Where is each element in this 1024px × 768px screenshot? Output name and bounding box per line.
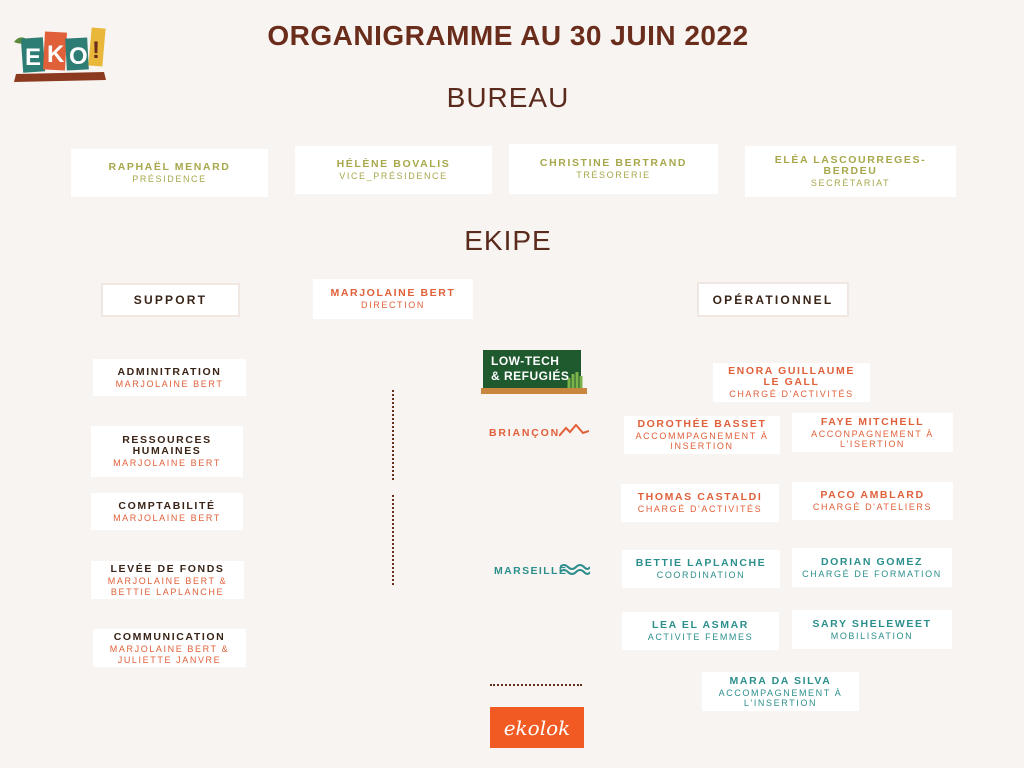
member-role: ACCOMPAGNEMENT À L'INSERTION xyxy=(718,687,843,708)
support-person: MARJOLAINE BERT xyxy=(113,512,221,523)
support-card xyxy=(91,493,243,530)
member-name: CHRISTINE BERTRAND xyxy=(539,157,688,169)
lowtech-line2: & REFUGIÉS xyxy=(491,369,570,383)
support-person-2: BETTIE LAPLANCHE xyxy=(110,586,225,597)
member-role: TRÉSORERIE xyxy=(576,170,651,180)
operational-card xyxy=(792,610,952,649)
ekolok-label: ekolok xyxy=(503,715,571,740)
member-name: PACO AMBLARD xyxy=(820,489,925,501)
briancon-logo xyxy=(489,423,591,439)
wave-icon xyxy=(560,563,590,575)
member-name: THOMAS CASTALDI xyxy=(637,491,763,503)
support-card xyxy=(93,629,246,667)
member-name: SARY SHELEWEET xyxy=(812,617,932,630)
dotted-divider xyxy=(392,390,394,480)
support-person: MARJOLAINE BERT & xyxy=(107,575,228,586)
support-heading: SUPPORT xyxy=(101,283,240,317)
support-function: RESSOURCES HUMAINES xyxy=(122,434,212,457)
ekipe-heading: EKIPE xyxy=(464,225,552,256)
member-name: FAYE MITCHELL xyxy=(820,415,925,428)
member-role: ACCOMMPAGNEMENT À INSERTION xyxy=(635,431,769,451)
member-name: RAPHAËL MENARD xyxy=(108,161,231,173)
support-person: MARJOLAINE BERT xyxy=(113,458,221,468)
member-name: MARA DA SILVA xyxy=(729,674,832,687)
dotted-divider xyxy=(490,684,582,686)
member-role: COORDINATION xyxy=(656,570,746,580)
member-role: VICE_PRÉSIDENCE xyxy=(339,171,448,181)
svg-text:E: E xyxy=(25,44,42,71)
operational-card xyxy=(792,548,952,587)
support-card xyxy=(91,426,243,477)
member-name: ELÉA LASCOURREGES-BERDEU xyxy=(774,154,927,177)
operational-card xyxy=(792,413,953,452)
operational-card xyxy=(713,363,870,402)
member-role: CHARGÉ D'ACTIVITÉS xyxy=(637,504,763,514)
bureau-card xyxy=(71,149,268,197)
direction-card xyxy=(313,279,473,319)
support-card xyxy=(93,359,246,396)
member-role: CHARGÉ D'ACTIVITÉS xyxy=(729,389,854,399)
lowtech-refugies-logo xyxy=(481,348,587,394)
member-role: SECRÉTARIAT xyxy=(810,178,891,188)
marseille-logo xyxy=(494,561,592,577)
dotted-divider xyxy=(392,495,394,585)
support-person-2: JULIETTE JANVRE xyxy=(117,654,222,665)
support-function: ADMINITRATION xyxy=(117,365,222,378)
member-role: MOBILISATION xyxy=(830,630,914,641)
support-person: MARJOLAINE BERT & xyxy=(109,643,230,654)
bureau-heading: BUREAU xyxy=(446,82,570,113)
member-name: HÉLÈNE BOVALIS xyxy=(336,158,451,170)
page-title: ORGANIGRAMME AU 30 JUIN 2022 xyxy=(267,20,749,51)
operational-heading: OPÉRATIONNEL xyxy=(697,282,849,317)
support-person: MARJOLAINE BERT xyxy=(115,378,224,389)
member-name: DORIAN GOMEZ xyxy=(820,555,924,568)
support-function: COMMUNICATION xyxy=(113,630,226,643)
svg-text:O: O xyxy=(69,43,88,70)
director-name: MARJOLAINE BERT xyxy=(330,287,456,299)
operational-card xyxy=(792,482,953,520)
member-name: LEA EL ASMAR xyxy=(652,619,749,631)
bureau-card xyxy=(509,144,718,194)
operational-card xyxy=(622,612,779,650)
bureau-card xyxy=(295,146,492,194)
operational-card xyxy=(622,550,780,588)
member-name: DOROTHÉE BASSET xyxy=(637,418,767,430)
member-name: BETTIE LAPLANCHE xyxy=(635,557,767,569)
briancon-label: BRIANÇON xyxy=(489,427,560,439)
svg-text:K: K xyxy=(47,41,65,68)
member-role: PRÉSIDENCE xyxy=(132,174,207,184)
support-function: LEVÉE DE FONDS xyxy=(110,562,225,575)
marseille-label: MARSEILLE xyxy=(494,565,568,577)
member-name: ENORA GUILLAUME LE GALL xyxy=(728,365,855,388)
director-role: DIRECTION xyxy=(361,300,425,310)
mountain-icon xyxy=(559,424,589,438)
ekolok-logo xyxy=(490,707,584,748)
member-role: ACTIVITE FEMMES xyxy=(647,632,754,642)
bureau-card xyxy=(745,146,956,197)
member-role: CHARGÉ DE FORMATION xyxy=(802,568,942,579)
svg-text:!: ! xyxy=(92,37,100,64)
operational-card xyxy=(621,484,779,522)
member-role: ACCONPAGNEMENT À L'ISERTION xyxy=(811,428,934,449)
member-role: CHARGÉ D'ATELIERS xyxy=(812,502,933,512)
operational-card xyxy=(624,416,780,454)
lowtech-line1: LOW-TECH xyxy=(491,354,560,368)
support-card xyxy=(91,561,244,599)
support-function: COMPTABILITÉ xyxy=(118,499,216,512)
operational-card xyxy=(702,672,859,711)
